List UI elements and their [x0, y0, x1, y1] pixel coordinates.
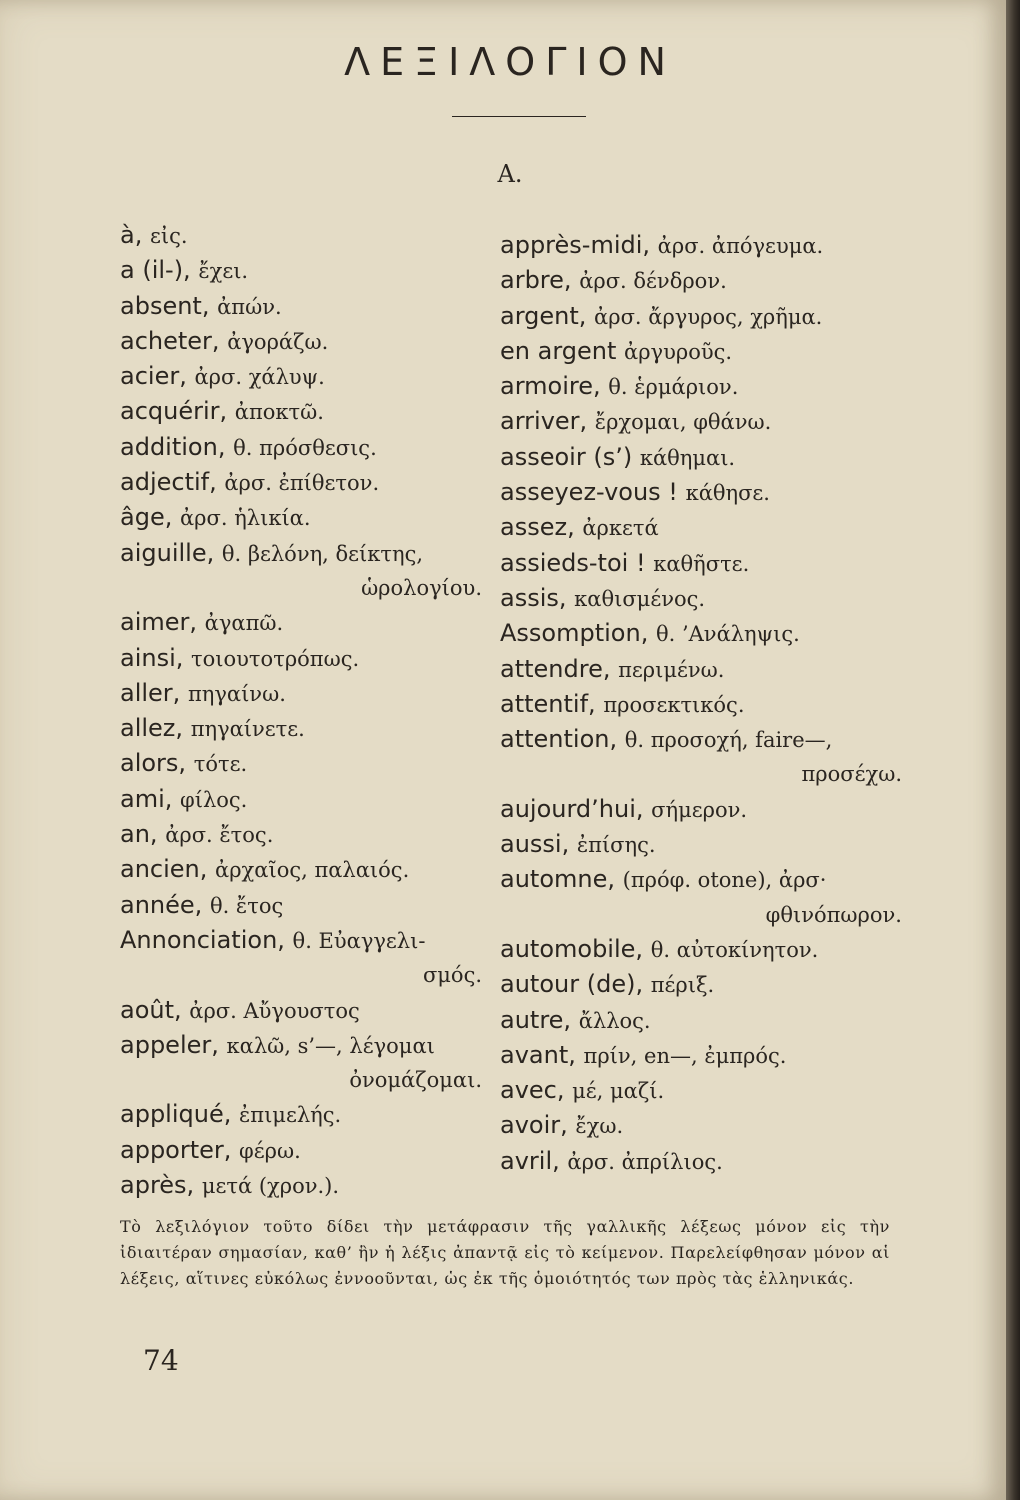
french-word: allez,: [120, 714, 184, 743]
french-word: Annonciation,: [120, 925, 285, 954]
french-word: aiguille,: [120, 538, 215, 567]
greek-translation: ἀρσ. ἀπρίλιος.: [567, 1149, 723, 1174]
greek-translation: ἀπών.: [217, 294, 282, 319]
glossary-entry: [120, 1097, 490, 1132]
greek-translation: πέριξ.: [650, 973, 715, 998]
greek-translation: ἐπίσης.: [576, 833, 656, 858]
greek-translation: κάθημαι.: [639, 445, 736, 470]
french-word: Assomption,: [500, 619, 649, 648]
french-word: arbre,: [500, 266, 572, 295]
glossary-entry: [500, 1144, 910, 1179]
french-word: automobile,: [500, 934, 644, 963]
greek-translation: ἀγαπῶ.: [204, 611, 284, 636]
greek-translation: καλῶ, s’—, λέγομαι: [226, 1033, 435, 1058]
section-letter: A.: [497, 160, 523, 188]
glossary-entry: [500, 1003, 910, 1038]
glossary-entry: [120, 817, 490, 852]
greek-translation: ἔχω.: [575, 1114, 624, 1139]
glossary-entry: [120, 536, 490, 606]
french-word: attentif,: [500, 689, 596, 718]
greek-translation: ἀποκτῶ.: [234, 400, 324, 425]
glossary-entry: [120, 746, 490, 781]
glossary-entry: [500, 299, 910, 334]
french-word: adjectif,: [120, 468, 217, 497]
page-title: ΛΕΞΙΛΟΓΙΟΝ: [344, 40, 676, 84]
glossary-entry: [120, 852, 490, 887]
greek-translation: ἀρσ. ἀπόγευμα.: [657, 234, 824, 258]
french-word: aimer,: [120, 608, 198, 637]
glossary-entry: [120, 289, 490, 324]
greek-translation: ἀρκετά: [582, 516, 659, 541]
french-word: appeler,: [120, 1030, 219, 1059]
glossary-entry: [500, 510, 910, 545]
french-word: appliqué,: [120, 1100, 232, 1129]
french-word: acquérir,: [120, 397, 228, 426]
greek-translation: φίλος.: [180, 787, 248, 812]
page-edge: [1006, 0, 1020, 1500]
french-word: avoir,: [500, 1111, 568, 1140]
title-rule: [452, 116, 586, 117]
glossary-entry: [120, 359, 490, 394]
french-word: armoire,: [500, 372, 601, 401]
french-word: autour (de),: [500, 970, 644, 999]
french-word: asseyez-vous !: [500, 478, 678, 507]
greek-translation-continued: φθινόπωρον.: [765, 902, 902, 927]
french-word: avril,: [500, 1146, 560, 1175]
greek-translation: θ. βελόνη, δείκτης,: [221, 541, 424, 566]
french-word: avec,: [500, 1076, 565, 1105]
glossary-entry: [500, 1108, 910, 1143]
glossary-entry: [120, 430, 490, 465]
glossary-column-right: [500, 228, 910, 1179]
french-word: attention,: [500, 725, 618, 754]
greek-translation: προσεκτικός.: [603, 692, 745, 717]
footnote: Τὸ λεξιλόγιον τοῦτο δίδει τὴν μετάφρασιν τῆς γαλλικῆς λέξεως μόνον εἰς τὴν ἰδιαιτέραν σημασίαν, καθ’ ἣν ἡ λέξις ἀπαντᾷ εἰς τὸ κείμενον. Παρελείφθησαν μόνον αἱ λέξεις, αἵτινες εὐκόλως ἐννοοῦνται, ὡς ἐκ τῆς ὁμοιότητός των πρὸς τὰς ἑλληνικάς.: [120, 1217, 890, 1288]
glossary-entry: [500, 1038, 910, 1073]
greek-translation: ἀρσ. ἐπίθετον.: [224, 471, 380, 496]
french-word: âge,: [120, 503, 173, 532]
french-word: arriver,: [500, 407, 588, 436]
french-word: aussi,: [500, 830, 570, 859]
french-word: avant,: [500, 1040, 576, 1069]
glossary-entry: [500, 932, 910, 967]
glossary-entry: [500, 228, 910, 263]
greek-translation: ἐπιμελής.: [239, 1103, 342, 1128]
greek-translation: θ. ἔτος: [209, 893, 284, 918]
french-word: argent,: [500, 301, 587, 330]
glossary-entry: [500, 546, 910, 581]
french-word: alors,: [120, 749, 187, 778]
glossary-entry: [120, 500, 490, 535]
greek-translation-continued: ὀνομάζομαι.: [349, 1068, 482, 1093]
glossary-entry: [500, 404, 910, 439]
greek-translation: ἀρσ. δένδρον.: [579, 269, 727, 294]
glossary-entry: [120, 782, 490, 817]
greek-translation: ἀρσ. χάλυψ.: [194, 365, 325, 390]
greek-translation: ἔχει.: [198, 259, 249, 284]
greek-translation-continued: προσέχω.: [801, 762, 902, 787]
french-word: assieds-toi !: [500, 548, 646, 577]
greek-translation: ἀργυροῦς.: [624, 339, 733, 364]
glossary-entry: [500, 334, 910, 369]
greek-translation: ἀρχαῖος, παλαιός.: [215, 858, 410, 883]
french-word: addition,: [120, 432, 226, 461]
greek-translation: ἀγοράζω.: [227, 329, 329, 354]
french-word: aujourd’hui,: [500, 794, 644, 823]
glossary-entry: [500, 862, 910, 932]
greek-translation: ἄλλος.: [578, 1008, 651, 1033]
french-word: acier,: [120, 362, 187, 391]
greek-translation: ἀρσ. ἄργυρος, χρῆμα.: [594, 304, 823, 329]
french-word: assez,: [500, 513, 575, 542]
french-word: acheter,: [120, 326, 220, 355]
greek-translation: τοιουτοτρόπως.: [191, 646, 360, 671]
french-word: août,: [120, 995, 182, 1024]
greek-translation: πηγαίνετε.: [190, 717, 305, 742]
french-word: ainsi,: [120, 643, 184, 672]
french-word: assis,: [500, 583, 567, 612]
glossary-entry: [120, 605, 490, 640]
french-word: ami,: [120, 784, 173, 813]
glossary-entry: [500, 581, 910, 616]
glossary-entry: [120, 465, 490, 500]
french-word: a (il-),: [120, 256, 191, 285]
greek-translation: περιμένω.: [618, 657, 725, 682]
greek-translation: κάθησε.: [685, 481, 770, 506]
glossary-entry: [500, 369, 910, 404]
greek-translation: ἀρσ. ἡλικία.: [179, 506, 311, 531]
french-word: apprès-midi,: [500, 231, 651, 259]
glossary-entry: [500, 440, 910, 475]
greek-translation: καθισμένος.: [574, 586, 706, 611]
greek-translation-continued: σμός.: [422, 963, 482, 988]
greek-translation: θ. ’Ανάληψις.: [655, 622, 800, 647]
greek-translation: φέρω.: [239, 1138, 301, 1163]
glossary-entry: [120, 1168, 490, 1203]
french-word: an,: [120, 820, 158, 849]
greek-translation: θ. αὐτοκίνητον.: [650, 937, 819, 962]
greek-translation: πηγαίνω.: [187, 681, 286, 706]
greek-translation: θ. ἑρμάριον.: [608, 375, 739, 400]
glossary-entry: [120, 676, 490, 711]
glossary-entry: [500, 967, 910, 1002]
glossary-entry: [120, 253, 490, 288]
glossary-entry: [120, 1028, 490, 1098]
glossary-entry: [120, 993, 490, 1028]
greek-translation: θ. πρόσθεσις.: [233, 435, 377, 460]
greek-translation: θ. προσοχή, faire—,: [624, 728, 833, 753]
greek-translation: μέ, μαζί.: [572, 1079, 665, 1104]
french-word: après,: [120, 1171, 195, 1200]
greek-translation: τότε.: [193, 752, 248, 777]
greek-translation: μετά (χρον.).: [201, 1174, 340, 1199]
greek-translation: (πρόφ. otone), ἀρσ·: [622, 868, 827, 893]
french-word: aller,: [120, 678, 181, 707]
greek-translation: ἀρσ. Αὔγουστος: [189, 998, 360, 1023]
glossary-entry: [120, 218, 490, 253]
french-word: automne,: [500, 865, 615, 894]
glossary-entry: [500, 827, 910, 862]
greek-translation: ἔρχομαι, φθάνω.: [594, 410, 772, 435]
glossary-entry: [500, 475, 910, 510]
page-number: 74: [143, 1344, 179, 1377]
french-word: apporter,: [120, 1135, 232, 1164]
french-word: ancien,: [120, 855, 208, 884]
glossary-column-left: [120, 218, 490, 1203]
glossary-entry: [500, 1073, 910, 1108]
glossary-entry: [500, 687, 910, 722]
french-word: asseoir (s’): [500, 442, 633, 471]
greek-translation: πρίν, en—, ἐμπρός.: [583, 1043, 787, 1068]
french-word: autre,: [500, 1005, 572, 1034]
glossary-entry: [120, 888, 490, 923]
glossary-entry: [500, 722, 910, 792]
glossary-entry: [500, 652, 910, 687]
glossary-entry: [120, 641, 490, 676]
greek-translation: εἰς.: [149, 224, 188, 248]
glossary-entry: [120, 1133, 490, 1168]
french-word: en argent: [500, 336, 617, 365]
glossary-entry: [120, 394, 490, 429]
glossary-entry: [120, 324, 490, 359]
glossary-entry: [500, 792, 910, 827]
glossary-entry: [500, 616, 910, 651]
glossary-entry: [120, 711, 490, 746]
greek-translation: σήμερον.: [651, 797, 748, 822]
greek-translation-continued: ὡρολογίου.: [361, 575, 482, 600]
french-word: à,: [120, 221, 143, 249]
greek-translation: καθῆστε.: [653, 551, 750, 576]
french-word: année,: [120, 890, 203, 919]
glossary-entry: [120, 923, 490, 993]
greek-translation: ἀρσ. ἔτος.: [165, 823, 274, 848]
greek-translation: θ. Εὐαγγελι-: [292, 928, 426, 953]
french-word: absent,: [120, 291, 210, 320]
glossary-entry: [500, 263, 910, 298]
french-word: attendre,: [500, 654, 611, 683]
